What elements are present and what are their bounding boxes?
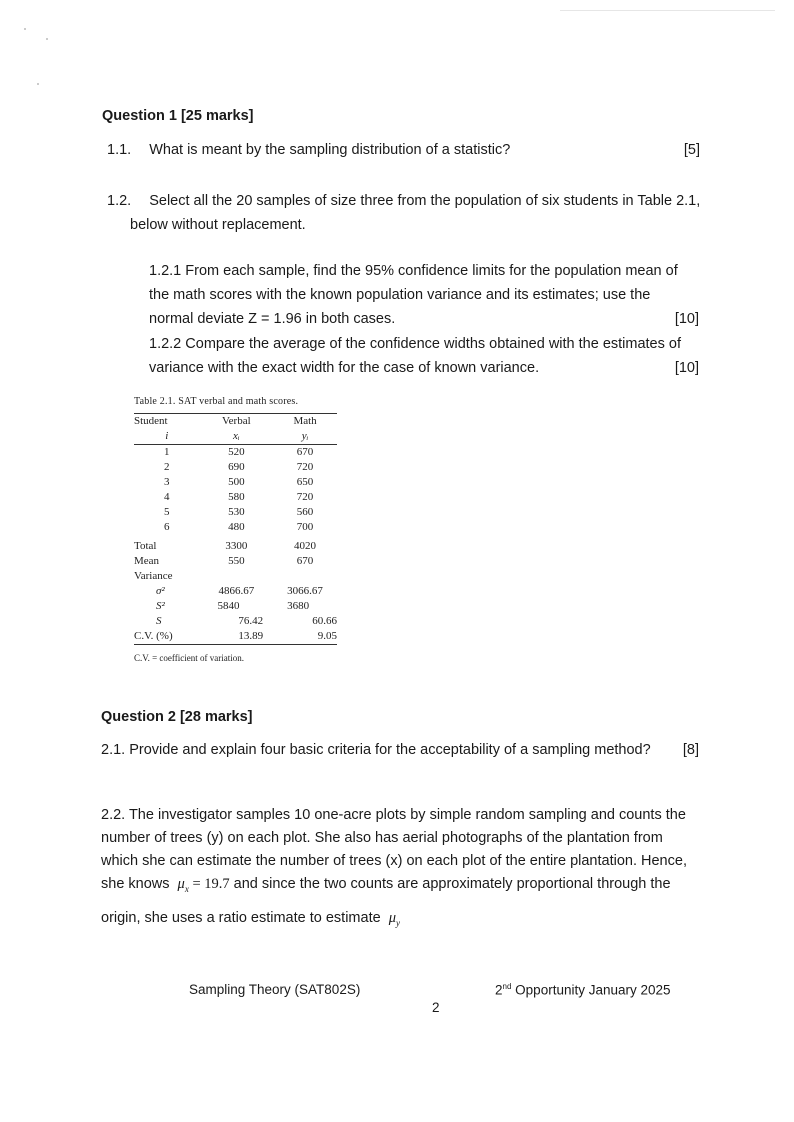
question-text: which she can estimate the number of trees (x) on each plot of the entire plantation. Hence,: [101, 853, 687, 869]
question-text: Select all the 20 samples of size three from the population of six students in Table 2.1,: [149, 193, 701, 209]
table-row-mean: Mean 550 670: [134, 555, 314, 567]
question-1-2: [107, 189, 727, 237]
table-row-s: S 76.42 60.66: [156, 615, 337, 627]
question-text: normal deviate Z = 1.96 in both cases.: [149, 311, 396, 327]
mu-x-value: = 19.7: [188, 876, 230, 892]
col-header-math: Math: [273, 414, 337, 430]
question-text: origin, she uses a ratio estimate to estimate $\mu_y$: [101, 909, 400, 928]
question-text: she knows $\mu_x = 19.7$ and since the two counts are approximately proportional through the: [101, 876, 671, 894]
question-text-cont: below without replacement.: [130, 217, 306, 233]
col-header-student: Student: [134, 414, 200, 430]
question-1-heading: Question 1 [25 marks]: [102, 108, 254, 124]
marks: [8]: [682, 742, 699, 758]
footer-opportunity: 2nd Opportunity January 2025: [495, 982, 671, 998]
question-number: 1.2.: [107, 193, 132, 209]
table-row-total: Total 3300 4020: [134, 540, 317, 552]
question-text: 1.2.1 From each sample, find the 95% confidence limits for the population mean of: [149, 263, 678, 279]
scan-speck: [24, 28, 26, 30]
footer-course: Sampling Theory (SAT802S): [189, 982, 361, 997]
marks: [10]: [674, 360, 699, 376]
scan-speck: [37, 83, 39, 85]
table-row-s2: S² 5840 3680: [156, 600, 310, 612]
question-number: 1.1.: [107, 142, 132, 158]
question-text: number of trees (y) on each plot. She also has aerial photographs of the plantation from: [101, 830, 663, 846]
page-number: 2: [432, 1000, 440, 1015]
table-row: 5 530 560: [164, 506, 314, 518]
question-2-2: [101, 804, 721, 935]
question-text: 2.1. Provide and explain four basic criteria for the acceptability of a sampling method?: [101, 742, 651, 758]
table-row-cv: C.V. (%) 13.89 9.05: [134, 629, 337, 645]
table-row: 6 480 700: [164, 521, 314, 533]
scan-speck: [46, 38, 48, 40]
col-header-verbal: Verbal: [200, 414, 274, 430]
question-2-1: [101, 738, 699, 762]
question-text: 2.2. The investigator samples 10 one-acre plots by simple random sampling and counts the: [101, 807, 686, 823]
question-1-1: [107, 138, 700, 162]
scan-artifact-line: [560, 10, 775, 11]
table-row: 3 500 650: [164, 476, 314, 488]
question-text: What is meant by the sampling distribution of a statistic?: [149, 142, 511, 158]
question-1-2-2: [149, 332, 699, 380]
marks: [5]: [683, 142, 700, 158]
question-1-2-1: [149, 259, 699, 331]
table-row: 2 690 720: [164, 461, 314, 473]
question-text: 1.2.2 Compare the average of the confidence widths obtained with the estimates of: [149, 336, 681, 352]
table-row-sigma2: σ² 4866.67 3066.67: [156, 585, 323, 597]
col-subheader-x: xᵢ: [200, 429, 274, 445]
marks: [10]: [674, 311, 699, 327]
table-row: 4 580 720: [164, 491, 314, 503]
table-footnote: C.V. = coefficient of variation.: [134, 653, 244, 663]
col-subheader-y: yᵢ: [273, 429, 337, 445]
sat-scores-table-figure: [134, 396, 344, 663]
sat-scores-table: [134, 413, 337, 645]
question-text: variance with the exact width for the case of known variance.: [149, 360, 540, 376]
col-subheader-i: i: [134, 429, 200, 445]
table-caption: Table 2.1. SAT verbal and math scores.: [134, 396, 299, 407]
mu-x-symbol: $\mu_x$: [177, 876, 189, 894]
mu-y-symbol: $\mu_y$: [388, 909, 400, 928]
table-row-variance-label: Variance: [134, 570, 173, 582]
question-2-heading: Question 2 [28 marks]: [101, 709, 253, 725]
question-text: the math scores with the known population variance and its estimates; use the: [149, 287, 651, 303]
table-row: 1 520 670: [164, 446, 314, 458]
